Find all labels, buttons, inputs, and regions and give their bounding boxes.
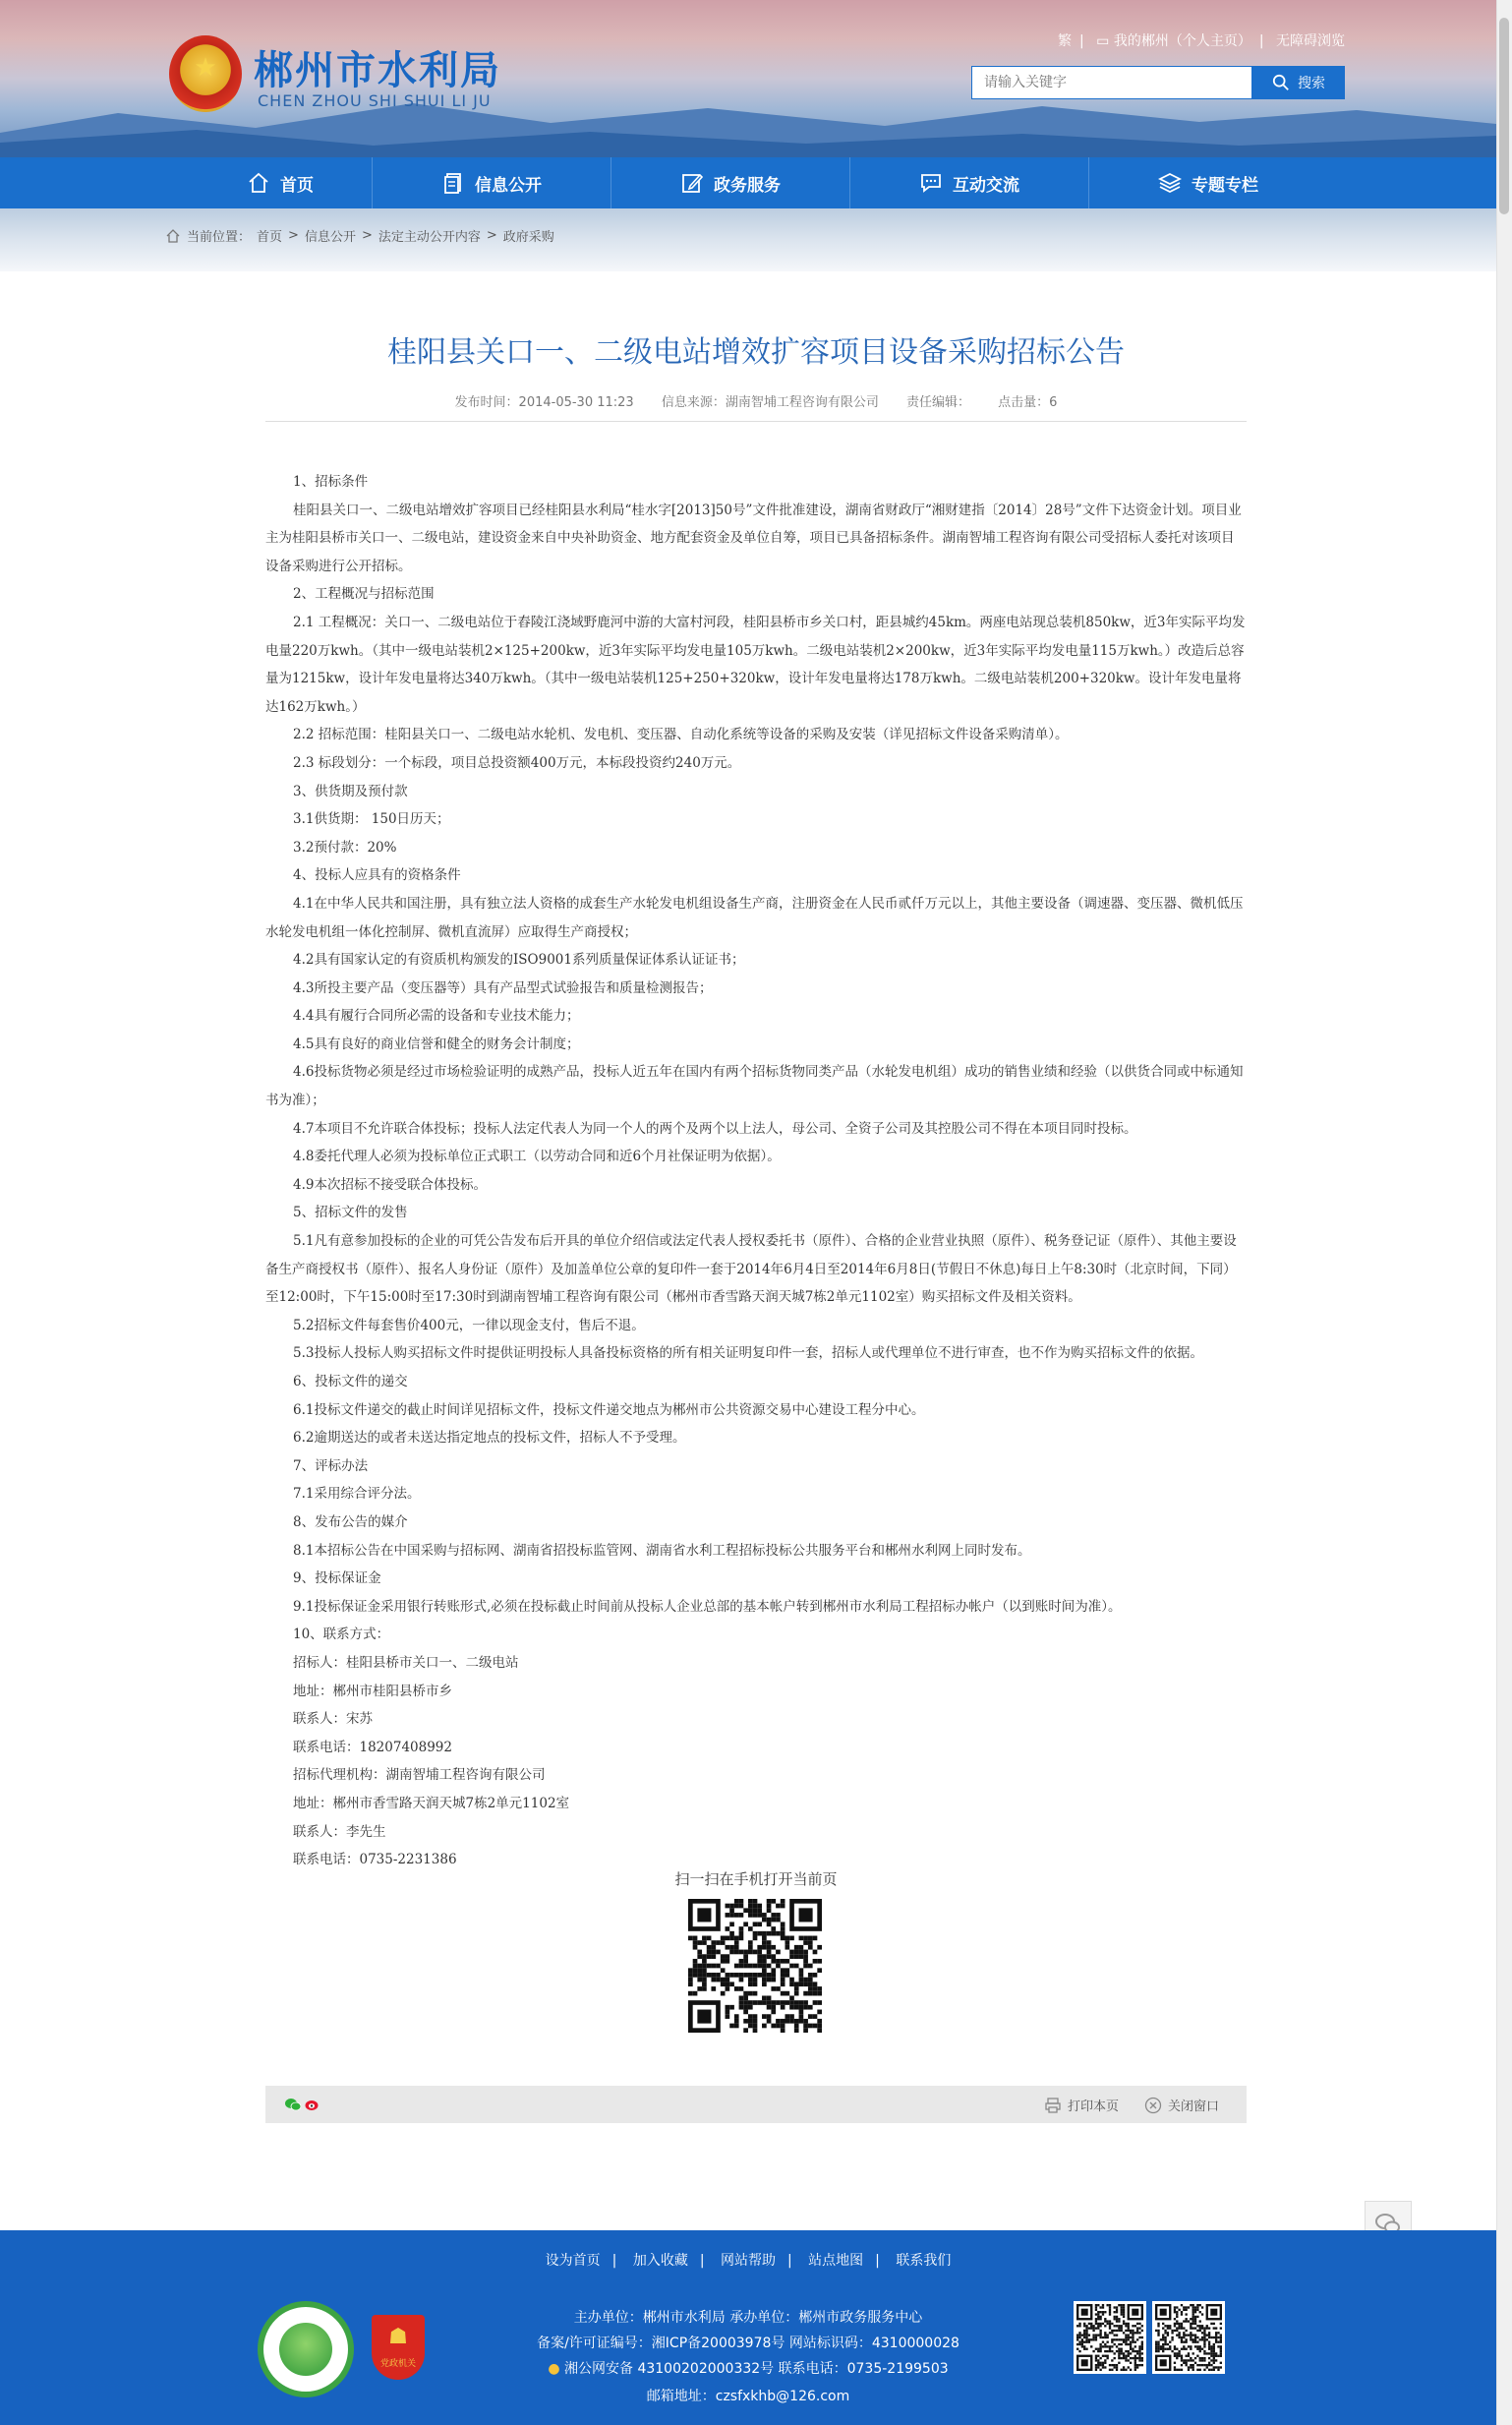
edit-icon [680,171,704,195]
footer-qr-code-app [1152,2301,1225,2374]
nav-item-label: 首页 [280,175,314,196]
accessibility-link[interactable]: 无障碍浏览 [1276,33,1346,49]
traditional-chinese-link[interactable]: 繁 [1058,33,1072,49]
breadcrumb [165,226,554,245]
footer-police-record [0,2358,1496,2378]
share-bar [265,2086,1247,2123]
article-paragraph: 4.9本次招标不接受联合体投标。 [293,1176,487,1193]
nav-item-label: 信息公开 [475,175,542,196]
click-count: 点击量：6 [998,395,1058,410]
police-badge-icon: ● [548,2361,560,2377]
footer-link-contact[interactable]: 联系我们 [896,2253,952,2269]
article-paragraph: 4.4具有履行合同所必需的设备和专业技术能力； [293,1008,580,1025]
article-title: 桂阳县关口一、二级电站增效扩容项目设备采购招标公告 [387,335,1125,370]
printer-icon [1044,2097,1062,2114]
article-paragraph: 联系电话：0735-2231386 [293,1852,457,1868]
qr-title: 扫一扫在手机打开当前页 [674,1870,838,1888]
article-paragraph: 2.2 招标范围：桂阳县关口一、二级电站水轮机、发电机、变压器、自动化系统等设备的采购及安装（详见招标文件设备采购清单）。 [293,727,1069,743]
share-icons [285,2098,320,2111]
weibo-share-icon[interactable] [305,2098,320,2111]
nav-item-government-service[interactable] [611,157,849,208]
article-paragraph: 5.3投标人投标人购买招标文件时提供证明投标人具备投标资格的所有相关证明复印件一套，招标人或代理单位不进行审查，也不作为购买招标文件的依据。 [293,1345,1203,1362]
footer-link-favorite[interactable]: 加入收藏 [632,2253,688,2269]
article-paragraph: 地址：郴州市桂阳县桥市乡 [293,1683,452,1699]
site-header [0,0,1496,157]
info-source: 信息来源：湖南智埔工程咨询有限公司 [661,395,879,410]
article-paragraph: 6.1投标文件递交的截止时间详见招标文件，投标文件递交地点为郴州市公共资源交易中心建设工程分中心。 [293,1401,925,1418]
article-paragraph: 4.5具有良好的商业信誉和健全的财务会计制度； [293,1035,580,1052]
chat-icon [919,171,943,195]
nav-item-label: 互动交流 [953,175,1019,196]
footer-icp[interactable]: 备案/许可证编号：湘ICP备20003978号 网站标识码：4310000028 [537,2336,960,2351]
article-paragraph: 5.1凡有意参加投标的企业的可凭公告发布后开具的单位介绍信或法定代表人授权委托书（原件）、合格的企业营业执照（原件）、税务登记证（原件）、其他主要设备生产商授权书（原件）、报名人身份证（原件）及加盖单位公章的复印件一套于2014年6月4日至2014年6月8日(节假日不休息)每日上午8:30时（北京时间，下同）至12:00时，下午15:00时至17:30时到湖南智埔工程咨询有限公司（郴州市香雪路天润天城7栋2单元1102室）购买招标文件及相关资料。 [265,1233,1237,1306]
close-window-button[interactable] [1144,2096,1219,2114]
footer-link-sitemap[interactable]: 站点地图 [808,2253,864,2269]
star-icon: ★ [194,53,217,83]
footer-organizer: 主办单位：郴州市水利局 承办单位：郴州市政务服务中心 [573,2310,923,2326]
breadcrumb-separator: > [288,228,299,243]
page-scrollbar[interactable] [1496,0,1512,2425]
article-paragraph: 桂阳县关口一、二级电站增效扩容项目已经桂阳县水利局“桂水字[2013]50号”文件批准建设，湖南省财政厅“湘财建指〔2014〕28号”文件下达资金计划。项目业主为桂阳县桥市关口一、二级电站，建设资金来自中央补助资金、地方配套资金及单位自筹，项目已具备招标条件。湖南智埔工程咨询有限公司受招标人委托对该项目设备采购进行公开招标。 [265,502,1242,574]
breadcrumb-item-info[interactable]: 信息公开 [304,230,356,245]
meta-divider [265,421,1247,422]
publish-time: 发布时间：2014-05-30 11:23 [454,395,634,410]
article-paragraph: 联系人：宋苏 [293,1711,373,1728]
search-button[interactable] [1252,66,1345,99]
footer-link-help[interactable]: 网站帮助 [721,2253,776,2269]
article-paragraph: 2.3 标段划分：一个标段，项目总投资额400万元，本标段投资约240万元。 [293,754,741,771]
article-paragraph: 4.6投标货物必须是经过市场检验证明的成熟产品，投标人近五年在国内有两个招标货物同类产品（水轮发电机组）成功的销售业绩和经验（以供货合同或中标通知书为准）； [265,1064,1244,1109]
article-meta [265,391,1247,410]
article-paragraph: 4.7本项目不允许联合体投标；投标人法定代表人为同一个人的两个及两个以上法人，母公司、全资子公司及其控股公司不得在本项目同时投标。 [293,1120,1137,1137]
article-paragraph: 地址：郴州市香雪路天润天城7栋2单元1102室 [293,1795,570,1811]
close-label: 关闭窗口 [1168,2100,1220,2114]
nav-item-info-disclosure[interactable] [373,157,611,208]
nav-item-interaction[interactable] [850,157,1088,208]
print-label: 打印本页 [1068,2100,1120,2114]
article-paragraph: 8、发布公告的媒介 [293,1513,408,1530]
article-paragraph: 4.3所投主要产品（变压器等）具有产品型式试验报告和质量检测报告； [293,979,713,996]
home-icon [247,171,270,195]
page-qr-code [688,1899,822,2033]
article-paragraph: 5、招标文件的发售 [293,1205,408,1221]
nav-item-label: 政务服务 [714,175,781,196]
footer-qr-code-weixin [1074,2301,1146,2374]
national-emblem-logo[interactable] [169,35,242,112]
article-paragraph: 9、投标保证金 [293,1570,381,1587]
breadcrumb-item-procurement[interactable]: 政府采购 [502,230,554,245]
close-icon [1144,2097,1162,2114]
article-paragraph: 10、联系方式： [293,1627,390,1643]
article-paragraph: 4.2具有国家认定的有资质机构颁发的ISO9001系列质量保证体系认证证书； [293,952,745,969]
article-paragraph: 联系电话：18207408992 [293,1739,452,1755]
article-paragraph: 9.1投标保证金采用银行转账形式,必须在投标截止时间前从投标人企业总部的基本帐户转到郴州市水利局工程招标办帐户（以到账时间为准）。 [293,1598,1122,1615]
main-nav [0,157,1496,208]
article-paragraph: 7、评标办法 [293,1457,369,1474]
article-paragraph: 8.1本招标公告在中国采购与招标网、湖南省招投标监管网、湖南省水利工程招标投标公共服务平台和郴州水利网上同时发布。 [293,1542,1031,1559]
article-paragraph: 5.2招标文件每套售价400元，一律以现金支付，售后不退。 [293,1317,645,1333]
article-body [265,468,1247,1874]
article-paragraph: 6.2逾期送达的或者未送达指定地点的投标文件，招标人不予受理。 [293,1430,686,1447]
article-paragraph: 4.1在中华人民共和国注册，具有独立法人资格的成套生产水轮发电机组设备生产商，注册资金在人民币贰仟万元以上，其他主要设备（调速器、变压器、微机低压水轮发电机组一体化控制屏、微机直流屏）应取得生产商授权； [265,895,1244,940]
footer-police-text[interactable]: 湘公网安备 43100202000332号 联系电话：0735-2199503 [564,2361,949,2377]
search-button-label: 搜索 [1298,76,1325,91]
footer-links: 设为首页 | 加入收藏 | 网站帮助 | 站点地图 | 联系我们 [545,2253,952,2269]
home-small-icon [165,228,181,244]
article-paragraph: 3.2预付款：20% [293,839,397,856]
nav-item-label: 专题专栏 [1192,175,1258,196]
badge-emblem-icon: ☗ [388,2325,408,2349]
article-paragraph: 3、供货期及预付款 [293,783,408,799]
article-paragraph: 4、投标人应具有的资格条件 [293,867,461,884]
top-links: 繁 | ▭ 我的郴州（个人主页） | 无障碍浏览 [1058,33,1346,49]
breadcrumb-prefix: 当前位置： [187,230,252,245]
footer-link-set-home[interactable]: 设为首页 [545,2253,601,2269]
article-paragraph: 3.1供货期： 150日历天； [293,811,450,828]
responsible-editor: 责任编辑： [906,395,971,410]
layers-icon [1158,171,1182,195]
search-icon [1272,74,1290,91]
monitor-icon: ▭ [1096,33,1110,49]
print-button[interactable] [1044,2096,1119,2114]
article-paragraph: 2、工程概况与招标范围 [293,586,435,603]
breadcrumb-item-statutory[interactable]: 法定主动公开内容 [378,230,481,245]
search-input[interactable] [971,66,1252,99]
article-paragraph: 1、招标条件 [293,474,369,490]
article-paragraph: 招标代理机构：湖南智埔工程咨询有限公司 [293,1767,546,1784]
my-chenzhou-link[interactable]: 我的郴州（个人主页） [1113,33,1251,49]
article-paragraph: 2.1 工程概况：关口一、二级电站位于舂陵江浇域野鹿河中游的大富村河段，桂阳县桥市乡关口村，距县城约45km。两座电站现总装机850kw，近3年实际平均发电量220万kwh。（其中一级电站装机2×125+200kw，近3年实际平均发电量105万kwh。二级电站装机2×200kw，近3年实际平均发电量115万kwh。）改造后总容量为1215kw，设计年发电量将达340万kwh。（其中一级电站装机125+250+320kw，设计年发电量将达178万kwh。二级电站装机200+320kw。设计年发电量将达162万kwh。） [265,614,1246,715]
breadcrumb-item-home[interactable]: 首页 [257,230,283,245]
breadcrumb-separator: > [486,228,497,243]
site-subtitle: CHEN ZHOU SHI SHUI LI JU [258,91,492,110]
document-icon [441,171,465,195]
nav-item-home[interactable] [189,157,372,208]
article-paragraph: 4.8委托代理人必须为投标单位正式职工（以劳动合同和近6个月社保证明为依据）。 [293,1149,781,1165]
scrollbar-thumb[interactable] [1499,18,1509,214]
wechat-share-icon[interactable] [285,2098,301,2111]
nav-item-special-topics[interactable] [1089,157,1327,208]
site-footer [0,2230,1496,2425]
footer-email: 邮箱地址：czsfxkhb@126.com [646,2389,850,2404]
article-paragraph: 6、投标文件的递交 [293,1374,408,1390]
article-paragraph: 7.1采用综合评分法。 [293,1486,421,1503]
article-paragraph: 招标人：桂阳县桥市关口一、二级电站 [293,1654,519,1671]
badge-label: 党政机关 [379,2359,416,2369]
article-paragraph: 联系人：李先生 [293,1823,386,1840]
breadcrumb-separator: > [361,228,373,243]
site-title[interactable]: 郴州市水利局 [254,47,501,93]
